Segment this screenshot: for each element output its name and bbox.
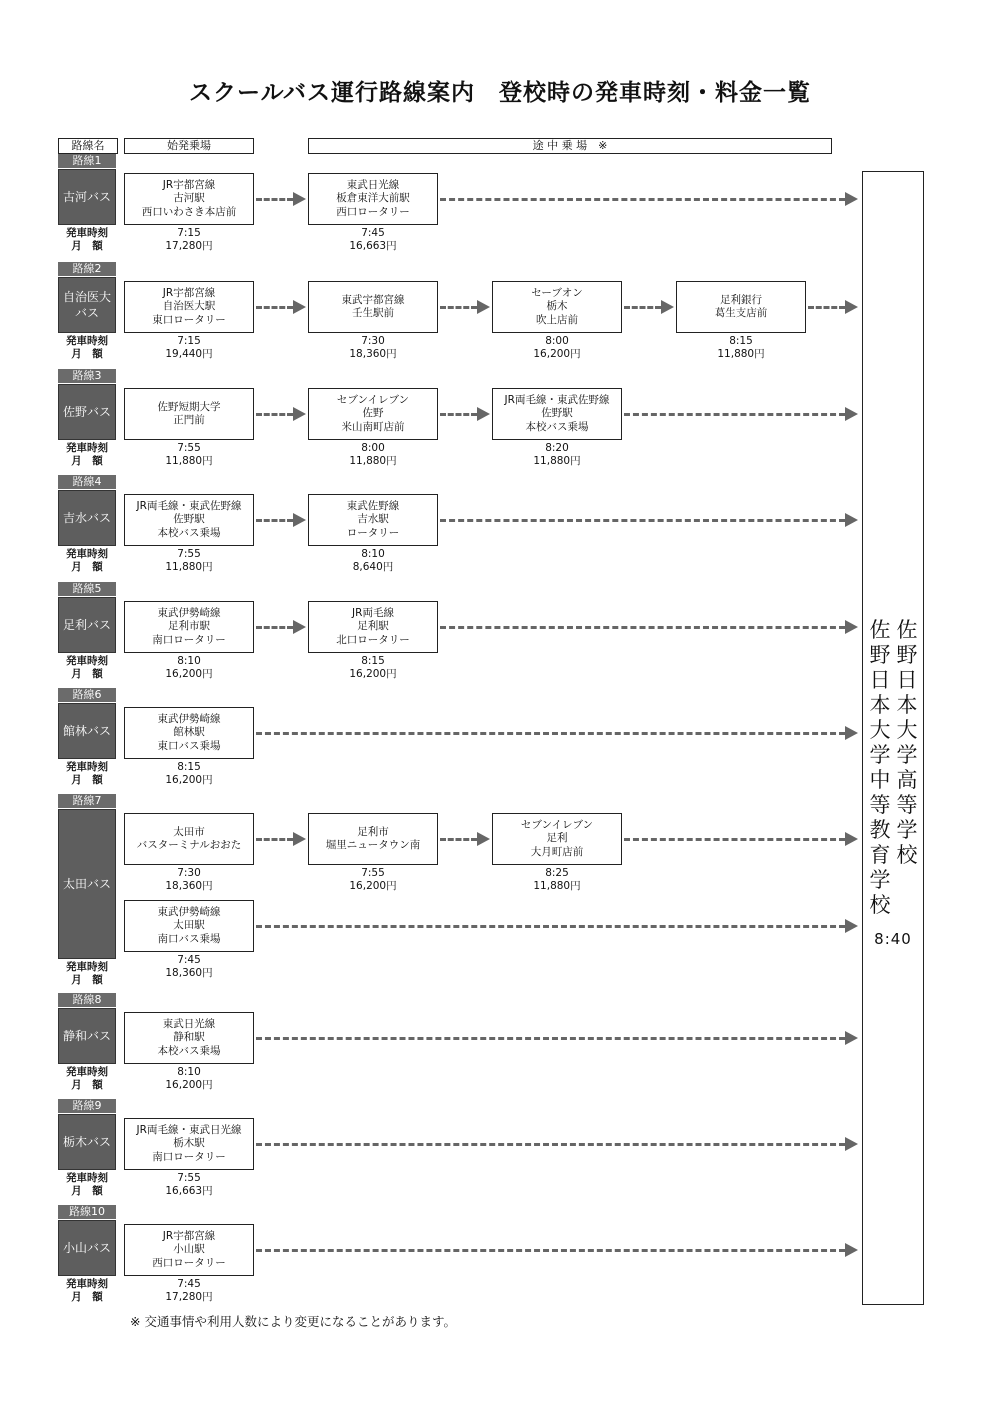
dashed-connector bbox=[256, 1249, 845, 1252]
stop-fare: 16,200円 bbox=[165, 774, 213, 786]
stop-line: 本校バス乗場 bbox=[525, 420, 589, 433]
arrow-head-icon bbox=[845, 919, 858, 933]
arrow-head-icon bbox=[661, 300, 674, 314]
stop-line: 東武伊勢崎線 bbox=[157, 606, 221, 619]
stop-fare: 11,880円 bbox=[533, 880, 581, 892]
arrow-head-icon bbox=[845, 407, 858, 421]
stop-line: 南口ロータリー bbox=[152, 1150, 226, 1163]
stop-line: JR宇都宮線 bbox=[162, 286, 216, 299]
arrow-head-icon bbox=[293, 620, 306, 634]
stop-line: JR両毛線 bbox=[352, 606, 394, 619]
stop-line: JR両毛線・東武佐野線 bbox=[504, 393, 610, 406]
header-origin: 始発乗場 bbox=[124, 138, 254, 154]
dashed-connector bbox=[440, 626, 845, 629]
stop-line: 東武佐野線 bbox=[346, 499, 400, 512]
stop-line: 正門前 bbox=[173, 414, 205, 426]
stop-time: 7:55 bbox=[177, 548, 201, 560]
arrow-head-icon bbox=[845, 1243, 858, 1257]
dashed-connector bbox=[440, 838, 477, 841]
arrow-head-icon bbox=[477, 407, 490, 421]
stop-time: 7:55 bbox=[177, 442, 201, 454]
route-tag: 路線5 bbox=[58, 582, 116, 596]
departure-time-label: 発車時刻 bbox=[66, 442, 108, 454]
route-name: 静和バス bbox=[58, 1008, 116, 1064]
monthly-fare-label: 月 額 bbox=[71, 455, 103, 467]
stop-fare: 16,200円 bbox=[349, 668, 397, 680]
stop-line: 葛生支店前 bbox=[714, 307, 768, 319]
stop-line: JR両毛線・東武佐野線 bbox=[136, 499, 242, 512]
school-name-high: 佐 野 日 本 大 学 高 等 学 校 bbox=[896, 618, 918, 867]
departure-time-label: 発車時刻 bbox=[66, 961, 108, 973]
stop-line: 足利駅 bbox=[357, 620, 389, 633]
stop-box bbox=[124, 1012, 254, 1064]
arrow-head-icon bbox=[293, 832, 306, 846]
stop-box bbox=[676, 281, 806, 333]
stop-line: 西口ロータリー bbox=[152, 1256, 226, 1269]
stop-box bbox=[308, 601, 438, 653]
stop-line: 南口ロータリー bbox=[152, 633, 226, 646]
stop-box bbox=[124, 900, 254, 952]
departure-time-label: 発車時刻 bbox=[66, 655, 108, 667]
monthly-fare-label: 月 額 bbox=[71, 1291, 103, 1303]
stop-line: 足利銀行 bbox=[720, 293, 762, 306]
dashed-connector bbox=[256, 413, 293, 416]
arrow-head-icon bbox=[293, 300, 306, 314]
route-tag: 路線3 bbox=[58, 369, 116, 383]
stop-line: セーブオン bbox=[531, 286, 583, 299]
stop-time: 8:10 bbox=[177, 655, 201, 667]
departure-time-label: 発車時刻 bbox=[66, 1278, 108, 1290]
monthly-fare-label: 月 額 bbox=[71, 774, 103, 786]
stop-time: 8:25 bbox=[545, 867, 569, 879]
stop-line: JR宇都宮線 bbox=[162, 1229, 216, 1242]
dashed-connector bbox=[256, 198, 293, 201]
dashed-connector bbox=[256, 925, 845, 928]
dashed-connector bbox=[256, 1143, 845, 1146]
arrow-head-icon bbox=[477, 832, 490, 846]
departure-time-label: 発車時刻 bbox=[66, 227, 108, 239]
stop-time: 7:55 bbox=[361, 867, 385, 879]
dashed-connector bbox=[440, 519, 845, 522]
stop-time: 8:15 bbox=[729, 335, 753, 347]
stop-fare: 8,640円 bbox=[352, 561, 394, 573]
stop-time: 8:15 bbox=[177, 761, 201, 773]
stop-line: 本校バス乗場 bbox=[157, 1044, 221, 1057]
stop-line: 北口ロータリー bbox=[336, 633, 410, 646]
stop-box bbox=[308, 173, 438, 225]
stop-line: 栃木駅 bbox=[173, 1137, 205, 1150]
stop-time: 7:45 bbox=[361, 227, 385, 239]
stop-line: 栃木 bbox=[546, 300, 568, 313]
stop-time: 7:45 bbox=[177, 1278, 201, 1290]
monthly-fare-label: 月 額 bbox=[71, 974, 103, 986]
stop-line: 静和駅 bbox=[173, 1031, 205, 1044]
stop-box bbox=[308, 494, 438, 546]
stop-time: 8:00 bbox=[361, 442, 385, 454]
stop-fare: 18,360円 bbox=[165, 880, 213, 892]
stop-fare: 18,360円 bbox=[165, 967, 213, 979]
stop-line: 東武伊勢崎線 bbox=[157, 712, 221, 725]
dashed-connector bbox=[624, 413, 845, 416]
arrow-head-icon bbox=[293, 407, 306, 421]
stop-line: JR両毛線・東武日光線 bbox=[136, 1123, 242, 1136]
stop-line: 館林駅 bbox=[173, 726, 205, 739]
stop-fare: 18,360円 bbox=[349, 348, 397, 360]
stop-line: 足利市 bbox=[357, 825, 389, 838]
stop-line: 吹上店前 bbox=[536, 313, 578, 326]
stop-box bbox=[492, 813, 622, 865]
stop-line: 太田駅 bbox=[173, 919, 205, 932]
departure-time-label: 発車時刻 bbox=[66, 761, 108, 773]
stop-line: 自治医大駅 bbox=[162, 300, 216, 313]
stop-line: 古河駅 bbox=[173, 192, 205, 205]
dashed-connector bbox=[808, 306, 845, 309]
arrow-head-icon bbox=[845, 300, 858, 314]
arrow-head-icon bbox=[845, 620, 858, 634]
route-name: 自治医大バス bbox=[58, 277, 116, 333]
stop-line: 西口いわさき本店前 bbox=[141, 205, 237, 218]
stop-fare: 11,880円 bbox=[533, 455, 581, 467]
departure-time-label: 発車時刻 bbox=[66, 548, 108, 560]
stop-line: 本校バス乗場 bbox=[157, 526, 221, 539]
stop-line: 足利 bbox=[546, 832, 568, 845]
stop-fare: 16,663円 bbox=[165, 1185, 213, 1197]
stop-box bbox=[124, 1118, 254, 1170]
stop-box bbox=[308, 813, 438, 865]
route-name: 太田バス bbox=[58, 809, 116, 959]
route-name: 吉水バス bbox=[58, 490, 116, 546]
route-name: 小山バス bbox=[58, 1220, 116, 1276]
stop-line: バスターミナルおおた bbox=[136, 839, 242, 851]
stop-box bbox=[124, 601, 254, 653]
stop-time: 7:30 bbox=[361, 335, 385, 347]
stop-fare: 11,880円 bbox=[717, 348, 765, 360]
monthly-fare-label: 月 額 bbox=[71, 348, 103, 360]
stop-line: 吉水駅 bbox=[357, 513, 389, 526]
stop-box bbox=[124, 1224, 254, 1276]
route-name: 佐野バス bbox=[58, 384, 116, 440]
stop-line: 佐野駅 bbox=[173, 513, 205, 526]
stop-line: セブンイレブン bbox=[336, 393, 410, 406]
dashed-connector bbox=[256, 838, 293, 841]
stop-time: 7:30 bbox=[177, 867, 201, 879]
route-tag: 路線6 bbox=[58, 688, 116, 702]
route-tag: 路線10 bbox=[58, 1205, 116, 1219]
stop-line: JR宇都宮線 bbox=[162, 178, 216, 191]
header-midway: 途 中 乗 場 ※ bbox=[308, 138, 832, 154]
stop-line: 足利市駅 bbox=[168, 620, 210, 633]
stop-time: 8:10 bbox=[361, 548, 385, 560]
stop-line: 佐野短期大学 bbox=[157, 400, 221, 413]
monthly-fare-label: 月 額 bbox=[71, 1079, 103, 1091]
route-name: 古河バス bbox=[58, 169, 116, 225]
arrow-head-icon bbox=[293, 192, 306, 206]
monthly-fare-label: 月 額 bbox=[71, 240, 103, 252]
route-name: 館林バス bbox=[58, 703, 116, 759]
school-arrival-time: 8:40 bbox=[874, 930, 912, 948]
school-name-secondary: 佐 野 日 本 大 学 中 等 教 育 学 校 bbox=[869, 618, 891, 917]
dashed-connector bbox=[256, 519, 293, 522]
stop-fare: 17,280円 bbox=[165, 1291, 213, 1303]
stop-line: 米山南町店前 bbox=[341, 420, 405, 433]
route-tag: 路線7 bbox=[58, 794, 116, 808]
footnote: ※ 交通事情や利用人数により変更になることがあります。 bbox=[130, 1314, 456, 1329]
arrow-head-icon bbox=[845, 832, 858, 846]
departure-time-label: 発車時刻 bbox=[66, 1066, 108, 1078]
school-destination-box bbox=[862, 171, 924, 1305]
arrow-head-icon bbox=[845, 1137, 858, 1151]
stop-time: 7:45 bbox=[177, 954, 201, 966]
stop-time: 7:15 bbox=[177, 335, 201, 347]
stop-box bbox=[124, 813, 254, 865]
stop-line: セブンイレブン bbox=[520, 818, 594, 831]
stop-fare: 16,200円 bbox=[165, 668, 213, 680]
dashed-connector bbox=[256, 306, 293, 309]
stop-fare: 16,200円 bbox=[349, 880, 397, 892]
route-name: 足利バス bbox=[58, 597, 116, 653]
stop-box bbox=[308, 281, 438, 333]
stop-fare: 16,200円 bbox=[533, 348, 581, 360]
stop-time: 8:10 bbox=[177, 1066, 201, 1078]
stop-line: 太田市 bbox=[173, 825, 205, 838]
stop-fare: 16,663円 bbox=[349, 240, 397, 252]
route-tag: 路線2 bbox=[58, 262, 116, 276]
stop-fare: 11,880円 bbox=[165, 561, 213, 573]
dashed-connector bbox=[256, 626, 293, 629]
stop-time: 8:00 bbox=[545, 335, 569, 347]
stop-time: 8:15 bbox=[361, 655, 385, 667]
dashed-connector bbox=[440, 413, 477, 416]
stop-line: 佐野 bbox=[362, 407, 384, 420]
dashed-connector bbox=[256, 1037, 845, 1040]
arrow-head-icon bbox=[845, 192, 858, 206]
dashed-connector bbox=[624, 306, 661, 309]
stop-box bbox=[308, 388, 438, 440]
stop-box bbox=[124, 173, 254, 225]
route-tag: 路線8 bbox=[58, 993, 116, 1007]
stop-line: 小山駅 bbox=[173, 1243, 205, 1256]
route-name: 栃木バス bbox=[58, 1114, 116, 1170]
arrow-head-icon bbox=[845, 1031, 858, 1045]
route-tag: 路線4 bbox=[58, 475, 116, 489]
stop-line: 東口バス乗場 bbox=[157, 739, 221, 752]
stop-line: 南口バス乗場 bbox=[157, 932, 221, 945]
stop-line: ロータリー bbox=[346, 526, 400, 539]
dashed-connector bbox=[256, 732, 845, 735]
arrow-head-icon bbox=[477, 300, 490, 314]
dashed-connector bbox=[440, 306, 477, 309]
dashed-connector bbox=[624, 838, 845, 841]
dashed-connector bbox=[440, 198, 845, 201]
stop-fare: 11,880円 bbox=[349, 455, 397, 467]
stop-fare: 16,200円 bbox=[165, 1079, 213, 1091]
stop-line: 東武宇都宮線 bbox=[341, 293, 405, 306]
stop-box bbox=[124, 494, 254, 546]
monthly-fare-label: 月 額 bbox=[71, 668, 103, 680]
stop-time: 7:55 bbox=[177, 1172, 201, 1184]
stop-fare: 19,440円 bbox=[165, 348, 213, 360]
stop-line: 大月町店前 bbox=[530, 845, 584, 858]
stop-line: 西口ロータリー bbox=[336, 205, 410, 218]
stop-line: 佐野駅 bbox=[541, 407, 573, 420]
monthly-fare-label: 月 額 bbox=[71, 1185, 103, 1197]
page-title: スクールバス運行路線案内 登校時の発車時刻・料金一覧 bbox=[189, 80, 811, 106]
stop-fare: 17,280円 bbox=[165, 240, 213, 252]
departure-time-label: 発車時刻 bbox=[66, 1172, 108, 1184]
stop-line: 東武伊勢崎線 bbox=[157, 905, 221, 918]
arrow-head-icon bbox=[845, 513, 858, 527]
route-tag: 路線1 bbox=[58, 154, 116, 168]
arrow-head-icon bbox=[845, 726, 858, 740]
stop-box bbox=[124, 388, 254, 440]
arrow-head-icon bbox=[293, 513, 306, 527]
departure-time-label: 発車時刻 bbox=[66, 335, 108, 347]
stop-fare: 11,880円 bbox=[165, 455, 213, 467]
stop-line: 板倉東洋大前駅 bbox=[336, 192, 410, 205]
stop-line: 東武日光線 bbox=[346, 178, 400, 191]
stop-line: 壬生駅前 bbox=[352, 307, 394, 319]
stop-line: 東口ロータリー bbox=[152, 313, 226, 326]
stop-box bbox=[124, 281, 254, 333]
route-tag: 路線9 bbox=[58, 1099, 116, 1113]
stop-time: 7:15 bbox=[177, 227, 201, 239]
stop-line: 東武日光線 bbox=[162, 1017, 216, 1030]
stop-box bbox=[492, 388, 622, 440]
stop-time: 8:20 bbox=[545, 442, 569, 454]
stop-box bbox=[492, 281, 622, 333]
monthly-fare-label: 月 額 bbox=[71, 561, 103, 573]
header-route: 路線名 bbox=[58, 138, 118, 154]
stop-line: 堀里ニュータウン南 bbox=[325, 839, 421, 851]
stop-box bbox=[124, 707, 254, 759]
